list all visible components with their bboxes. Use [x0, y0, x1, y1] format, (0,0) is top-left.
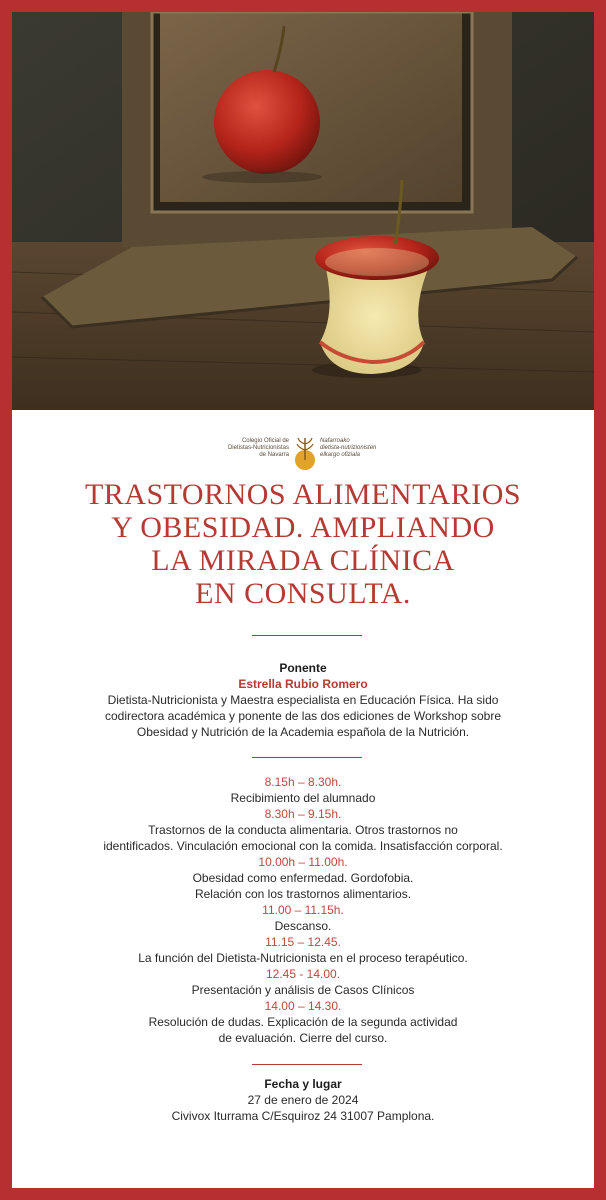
divider — [252, 757, 362, 758]
divider — [252, 1064, 362, 1065]
speaker-section — [32, 660, 574, 740]
title-line: Y OBESIDAD. AMPLIANDO — [111, 511, 495, 544]
schedule-item: La función del Dietista-Nutricionista en el proceso terapéutico. — [138, 951, 468, 965]
schedule-item: Obesidad como enfermedad. Gordofobia. — [192, 871, 414, 885]
event-location: Civivox Iturrama C/Esquiroz 24 31007 Pamplona. — [171, 1109, 435, 1123]
schedule-item: Presentación y análisis de Casos Clínicos — [191, 983, 415, 997]
speaker-name: Estrella Rubio Romero — [238, 677, 368, 691]
schedule-item: identificados. Vinculación emocional con la comida. Insatisfacción corporal. — [103, 839, 503, 853]
schedule-time: 10.00h – 11.00h. — [258, 855, 348, 869]
schedule-time: 8.15h – 8.30h. — [264, 775, 342, 789]
divider — [252, 635, 362, 636]
title-line: TRASTORNOS ALIMENTARIOS — [84, 478, 522, 511]
schedule-time: 12.45 - 14.00. — [265, 967, 341, 981]
schedule-item: Descanso. — [274, 919, 332, 933]
poster — [12, 12, 594, 1188]
schedule-time: 8.30h – 9.15h. — [264, 807, 342, 821]
speaker-bio-line: Obesidad y Nutrición de la Academia española de la Nutrición. — [136, 725, 470, 739]
schedule-item: de evaluación. Cierre del curso. — [218, 1031, 388, 1045]
speaker-bio-line: codirectora académica y ponente de las dos ediciones de Workshop sobre — [104, 709, 501, 723]
speaker-heading: Ponente — [279, 661, 327, 675]
date-place-heading: Fecha y lugar — [264, 1077, 342, 1091]
title-line: EN CONSULTA. — [195, 577, 411, 610]
schedule-item: Trastornos de la conducta alimentaria. Otros trastornos no — [148, 823, 458, 837]
title-line: LA MIRADA CLÍNICA — [151, 544, 455, 577]
schedule-time: 14.00 – 14.30. — [264, 999, 342, 1013]
college-logo — [12, 436, 594, 476]
date-place-section — [32, 1076, 574, 1124]
poster-title — [32, 478, 574, 610]
schedule-item: Resolución de dudas. Explicación de la segunda actividad — [148, 1015, 458, 1029]
event-date: 27 de enero de 2024 — [247, 1093, 359, 1107]
logo-text-spanish: Colegio Oficial de Dietistas-Nutricionistas de Navarra — [227, 438, 289, 458]
apple-mirror-photo — [12, 12, 594, 410]
logo-text-basque: Nafarroako dietista-nutrizionisten elkargo ofiziala — [320, 438, 377, 458]
schedule-item: Recibimiento del alumnado — [230, 791, 376, 805]
wheat-logo-icon — [293, 436, 317, 472]
speaker-bio-line: Dietista-Nutricionista y Maestra especialista en Educación Física. Ha sido — [107, 693, 499, 707]
schedule — [32, 774, 574, 1046]
schedule-time: 11.00 – 11.15h. — [262, 903, 344, 917]
schedule-item: Relación con los trastornos alimentarios. — [194, 887, 412, 901]
schedule-time: 11.15 – 12.45. — [265, 935, 341, 949]
